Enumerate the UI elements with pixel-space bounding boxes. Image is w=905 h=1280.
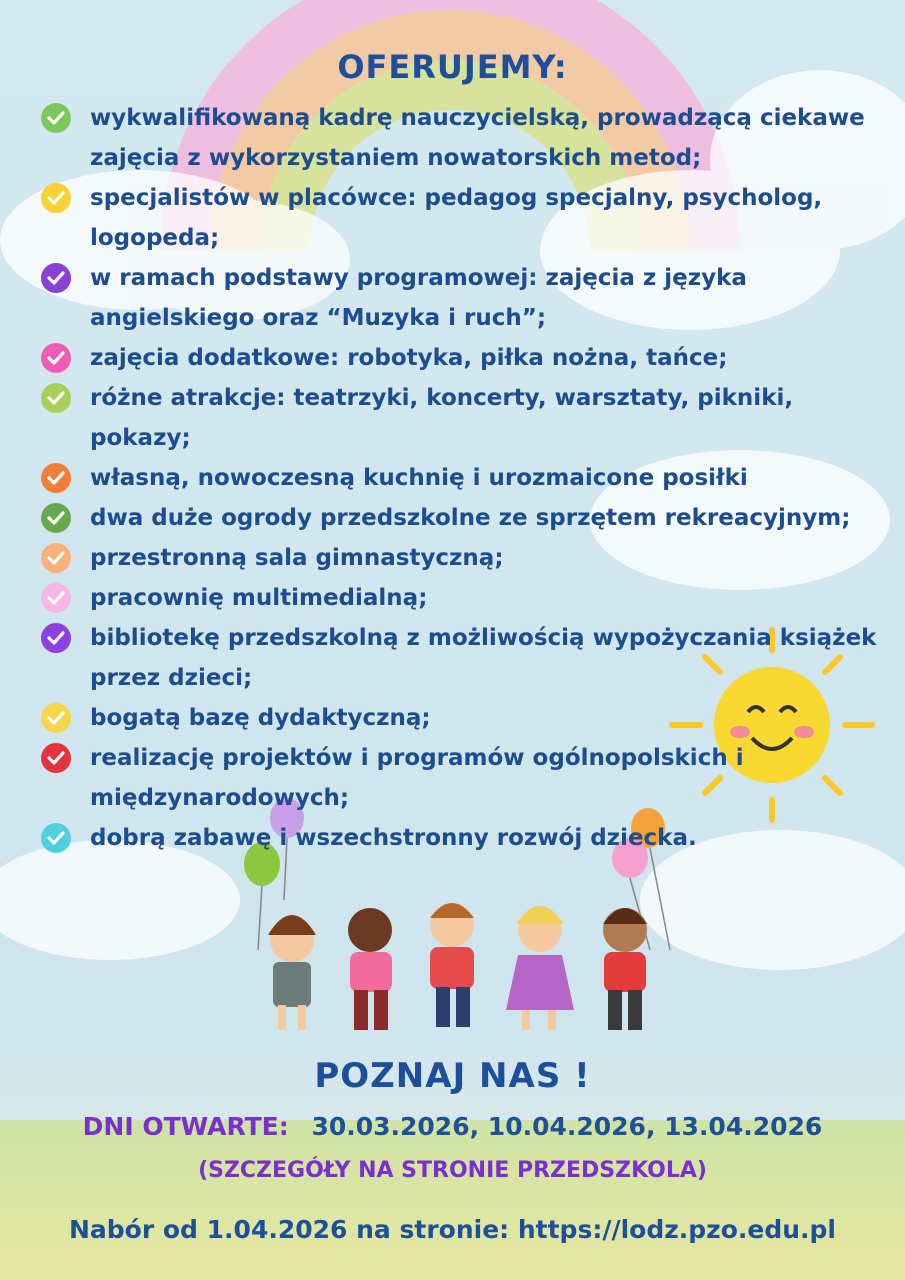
offer-list xyxy=(40,98,890,858)
offer-text: dobrą zabawę i wszechstronny rozwój dziecka. xyxy=(90,825,697,851)
offer-text: wykwalifikowaną kadrę nauczycielską, prowadzącą ciekawe zajęcia z wykorzystaniem nowatorskich metod; xyxy=(90,105,865,171)
offer-title: OFERUJEMY: xyxy=(337,48,568,86)
offer-item xyxy=(40,818,890,858)
offer-text: pracownię multimedialną; xyxy=(90,585,428,611)
grass xyxy=(0,1120,905,1280)
checkmark-icon xyxy=(40,462,72,494)
offer-text: w ramach podstawy programowej: zajęcia z języka angielskiego oraz “Muzyka i ruch”; xyxy=(90,265,747,331)
offer-text: różne atrakcje: teatrzyki, koncerty, warsztaty, pikniki, pokazy; xyxy=(90,385,794,451)
offer-item xyxy=(40,98,890,178)
offer-text: specjalistów w placówce: pedagog specjalny, psycholog, logopeda; xyxy=(90,185,823,251)
offer-text: własną, nowoczesną kuchnię i urozmaicone posiłki xyxy=(90,465,748,491)
offer-item xyxy=(40,258,890,338)
offer-text: dwa duże ogrody przedszkolne ze sprzętem rekreacyjnym; xyxy=(90,505,851,531)
checkmark-icon xyxy=(40,262,72,294)
offer-item xyxy=(40,578,890,618)
checkmark-icon xyxy=(40,102,72,134)
checkmark-icon xyxy=(40,822,72,854)
offer-item xyxy=(40,378,890,458)
open-days xyxy=(0,1112,905,1141)
offer-item xyxy=(40,738,890,818)
checkmark-icon xyxy=(40,582,72,614)
checkmark-icon xyxy=(40,742,72,774)
offer-item xyxy=(40,698,890,738)
offer-item xyxy=(40,538,890,578)
offer-text: bogatą bazę dydaktyczną; xyxy=(90,705,431,731)
offer-item xyxy=(40,498,890,538)
enrollment-info: Nabór od 1.04.2026 na stronie: https://lodz.pzo.edu.pl xyxy=(68,1215,837,1244)
checkmark-icon xyxy=(40,342,72,374)
offer-item xyxy=(40,458,890,498)
checkmark-icon xyxy=(40,702,72,734)
open-days-label: DNI OTWARTE: xyxy=(82,1112,289,1141)
checkmark-icon xyxy=(40,382,72,414)
poznaj-nas-heading: POZNAJ NAS ! xyxy=(314,1056,591,1096)
offer-item xyxy=(40,618,890,698)
offer-text: realizację projektów i programów ogólnopolskich i międzynarodowych; xyxy=(90,745,744,811)
offer-text: przestronną sala gimnastyczną; xyxy=(90,545,504,571)
checkmark-icon xyxy=(40,502,72,534)
offer-item xyxy=(40,338,890,378)
details-note: (SZCZEGÓŁY NA STRONIE PRZEDSZKOLA) xyxy=(198,1158,707,1183)
checkmark-icon xyxy=(40,622,72,654)
checkmark-icon xyxy=(40,542,72,574)
offer-text: zajęcia dodatkowe: robotyka, piłka nożna, tańce; xyxy=(90,345,728,371)
offer-item xyxy=(40,178,890,258)
checkmark-icon xyxy=(40,182,72,214)
offer-text: bibliotekę przedszkolną z możliwością wypożyczania książek przez dzieci; xyxy=(90,625,877,691)
open-days-dates: 30.03.2026, 10.04.2026, 13.04.2026 xyxy=(311,1112,823,1141)
